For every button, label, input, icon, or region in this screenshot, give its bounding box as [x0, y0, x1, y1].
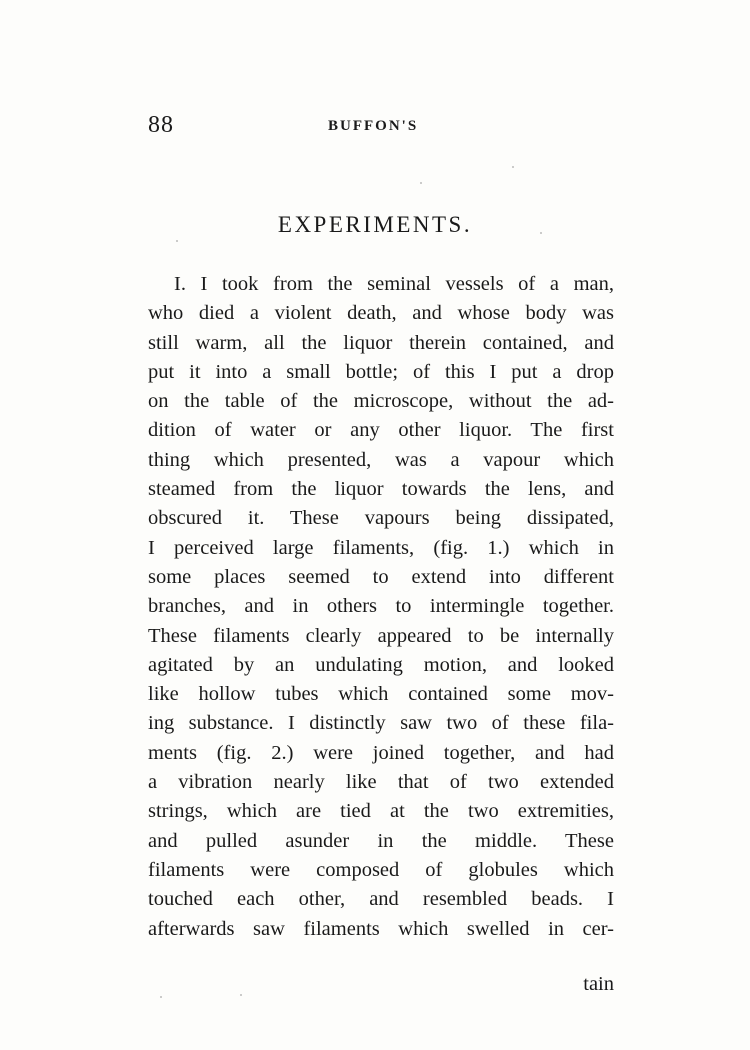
- body-text: [148, 270, 614, 944]
- text-line: ing substance. I distinctly saw two of these fila-: [148, 712, 614, 735]
- paper-speckle: [540, 232, 542, 234]
- text-line: steamed from the liquor towards the lens, and: [148, 478, 614, 501]
- text-line: on the table of the microscope, without the ad-: [148, 390, 614, 413]
- text-line: filaments were composed of globules which: [148, 858, 614, 881]
- paper-speckle: [420, 182, 422, 184]
- text-line: thing which presented, was a vapour which: [148, 448, 614, 471]
- text-line: some places seemed to extend into different: [148, 565, 614, 588]
- section-title: EXPERIMENTS.: [277, 212, 473, 237]
- running-head: BUFFON'S: [328, 118, 419, 134]
- text-line: dition of water or any other liquor. The first: [148, 419, 614, 442]
- text-line: afterwards saw filaments which swelled in cer-: [148, 917, 614, 940]
- catchword: tain: [583, 973, 614, 995]
- text-line: strings, which are tied at the two extremities,: [148, 800, 614, 823]
- text-line: These filaments clearly appeared to be internally: [148, 624, 614, 647]
- paper-speckle: [160, 996, 162, 998]
- text-line: like hollow tubes which contained some mov-: [148, 683, 614, 706]
- text-line: agitated by an undulating motion, and looked: [148, 653, 614, 676]
- text-line: touched each other, and resembled beads. I: [148, 888, 614, 911]
- text-line: branches, and in others to intermingle together.: [148, 595, 614, 618]
- page-header: [148, 112, 618, 142]
- text-line: ments (fig. 2.) were joined together, and had: [148, 741, 614, 764]
- paper-speckle: [512, 166, 514, 168]
- text-line: who died a violent death, and whose body was: [148, 302, 614, 325]
- text-line: obscured it. These vapours being dissipated,: [148, 507, 614, 530]
- text-line: a vibration nearly like that of two extended: [148, 771, 614, 794]
- text-line: put it into a small bottle; of this I put a drop: [148, 360, 614, 383]
- page-number: 88: [148, 112, 174, 138]
- paper-speckle: [240, 994, 242, 996]
- text-line: I. I took from the seminal vessels of a man,: [174, 273, 614, 295]
- text-line: still warm, all the liquor therein contained, and: [148, 331, 614, 354]
- text-line: I perceived large filaments, (fig. 1.) which in: [148, 536, 614, 559]
- paper-speckle: [176, 240, 178, 242]
- text-line: and pulled asunder in the middle. These: [148, 829, 614, 852]
